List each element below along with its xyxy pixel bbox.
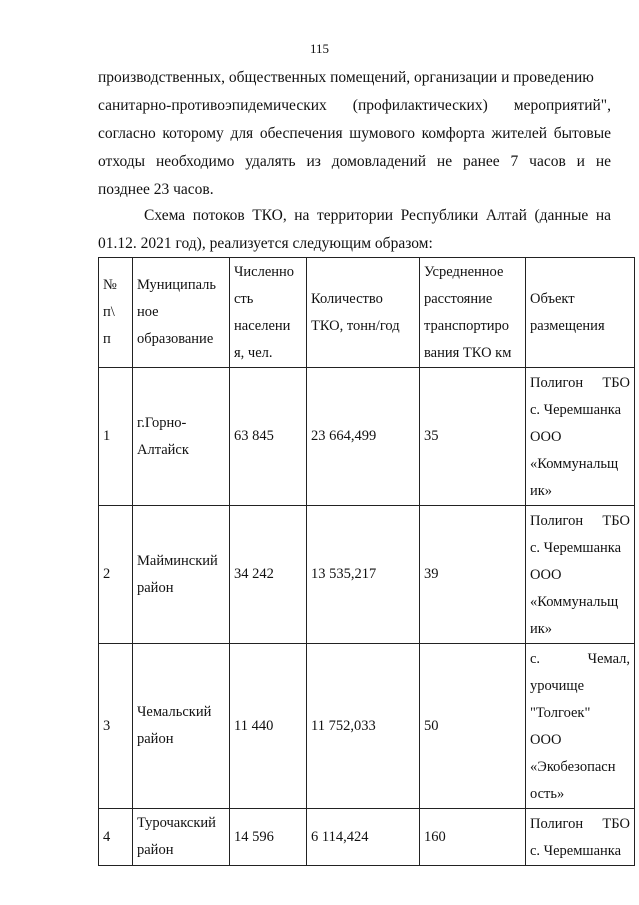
cell-distance: 160 [420, 809, 526, 866]
page-number: 115 [309, 41, 330, 56]
table-row [99, 368, 635, 506]
cell-population: 14 596 [230, 809, 307, 866]
text-line: позднее 23 часов. [98, 181, 214, 198]
cell-population: 34 242 [230, 506, 307, 644]
table-row [99, 506, 635, 644]
cell-quantity: 23 664,499 [307, 368, 420, 506]
cell-num: 2 [99, 506, 133, 644]
cell-municipality: Турочакский район [133, 809, 230, 866]
cell-municipality: г.Горно- Алтайск [133, 368, 230, 506]
cell-facility: Полигон ТБО с. Черемшанка ООО «Коммунальщ ик» [526, 506, 635, 644]
cell-quantity: 6 114,424 [307, 809, 420, 866]
cell-distance: 39 [420, 506, 526, 644]
header-population: Численно сть населени я, чел. [230, 258, 307, 368]
table-header-row [99, 258, 635, 368]
paragraph-sanitary-rules [98, 64, 611, 204]
text-line: санитарно-противоэпидемических (профилактических) мероприятий", [98, 97, 611, 114]
cell-num: 1 [99, 368, 133, 506]
header-facility: Объект размещения [526, 258, 635, 368]
header-distance: Усредненное расстояние транспортиро вания ТКО км [420, 258, 526, 368]
text-line: Схема потоков ТКО, на территории Республики Алтай (данные на [144, 207, 611, 224]
tko-flow-table [98, 257, 635, 866]
paragraph-tko-scheme [98, 202, 611, 258]
text-line: производственных, общественных помещений, организации и проведению [98, 69, 594, 86]
cell-facility: Полигон ТБО с. Черемшанка [526, 809, 635, 866]
cell-quantity: 13 535,217 [307, 506, 420, 644]
header-num: № п\ п [99, 258, 133, 368]
table-row [99, 809, 635, 866]
text-line: согласно которому для обеспечения шумового комфорта жителей бытовые [98, 125, 611, 142]
cell-population: 11 440 [230, 644, 307, 809]
cell-distance: 35 [420, 368, 526, 506]
text-line: 01.12. 2021 год), реализуется следующим образом: [98, 235, 433, 252]
header-quantity: Количество ТКО, тонн/год [307, 258, 420, 368]
cell-municipality: Чемальский район [133, 644, 230, 809]
cell-num: 4 [99, 809, 133, 866]
cell-distance: 50 [420, 644, 526, 809]
cell-municipality: Майминский район [133, 506, 230, 644]
text-line: отходы необходимо удалять из домовладений не ранее 7 часов и не [98, 153, 611, 170]
cell-quantity: 11 752,033 [307, 644, 420, 809]
cell-facility: Полигон ТБО с. Черемшанка ООО «Коммунальщ ик» [526, 368, 635, 506]
header-municipality: Муниципаль ное образование [133, 258, 230, 368]
cell-num: 3 [99, 644, 133, 809]
cell-facility: с. Чемал, урочище "Толгоек" ООО «Экобезопасн ость» [526, 644, 635, 809]
table-row [99, 644, 635, 809]
cell-population: 63 845 [230, 368, 307, 506]
